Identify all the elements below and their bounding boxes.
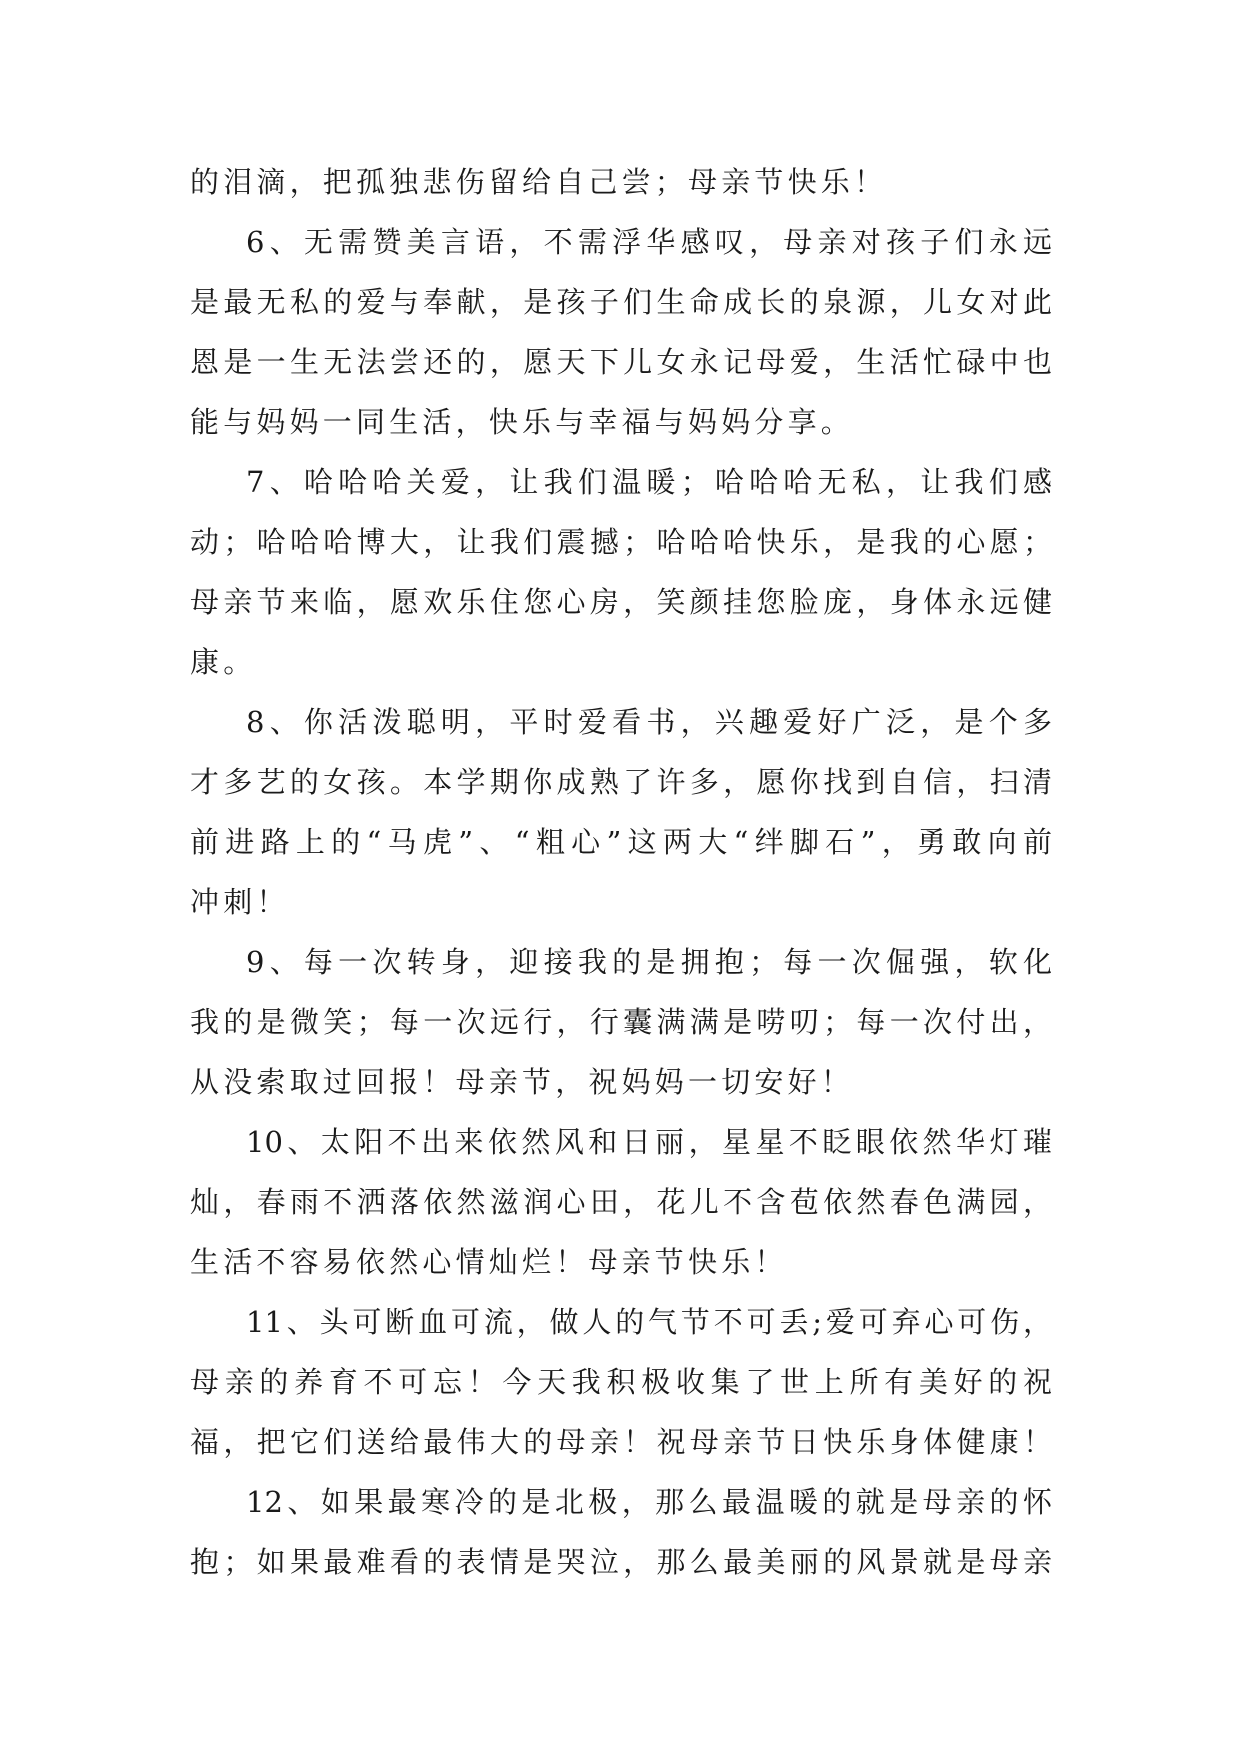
text-line: 生活不容易依然心情灿烂！母亲节快乐！ — [190, 1245, 788, 1279]
paragraph-8-start: 8、你活泼聪明，平时爱看书，兴趣爱好广泛，是个多 — [246, 705, 1052, 739]
paragraph-10-start: 10、太阳不出来依然风和日丽，星星不眨眼依然华灯璀 — [246, 1125, 1052, 1159]
text-line: 康。 — [190, 645, 257, 679]
paragraph-11-start: 11、头可断血可流，做人的气节不可丢;爱可弃心可伤， — [246, 1305, 1052, 1339]
paragraph-12-start: 12、如果最寒冷的是北极，那么最温暖的就是母亲的怀 — [246, 1485, 1052, 1519]
text-line: 母亲节来临，愿欢乐住您心房，笑颜挂您脸庞，身体永远健 — [190, 585, 1052, 619]
text-line: 我的是微笑；每一次远行，行囊满满是唠叨；每一次付出， — [190, 1005, 1052, 1039]
text-line: 的泪滴，把孤独悲伤留给自己尝；母亲节快乐！ — [190, 165, 888, 199]
text-line: 动；哈哈哈博大，让我们震撼；哈哈哈快乐，是我的心愿； — [190, 525, 1052, 559]
text-line: 前进路上的“马虎”、“粗心”这两大“绊脚石”，勇敢向前 — [190, 825, 1052, 859]
paragraph-6-start: 6、无需赞美言语，不需浮华感叹，母亲对孩子们永远 — [246, 225, 1052, 259]
text-line: 灿，春雨不洒落依然滋润心田，花儿不含苞依然春色满园， — [190, 1185, 1052, 1219]
text-line: 从没索取过回报！母亲节，祝妈妈一切安好！ — [190, 1065, 855, 1099]
text-line: 是最无私的爱与奉献，是孩子们生命成长的泉源，儿女对此 — [190, 285, 1052, 319]
text-line: 冲刺！ — [190, 885, 290, 919]
paragraph-9-start: 9、每一次转身，迎接我的是拥抱；每一次倔强，软化 — [246, 945, 1052, 979]
document-body — [190, 152, 1052, 1592]
text-line: 福，把它们送给最伟大的母亲！祝母亲节日快乐身体健康！ — [190, 1425, 1052, 1459]
text-line: 母亲的养育不可忘！今天我积极收集了世上所有美好的祝 — [190, 1365, 1052, 1399]
paragraph-7-start: 7、哈哈哈关爱，让我们温暖；哈哈哈无私，让我们感 — [246, 465, 1052, 499]
text-line: 抱；如果最难看的表情是哭泣，那么最美丽的风景就是母亲 — [190, 1545, 1052, 1579]
text-line: 才多艺的女孩。本学期你成熟了许多，愿你找到自信，扫清 — [190, 765, 1052, 799]
text-line: 能与妈妈一同生活，快乐与幸福与妈妈分享。 — [190, 405, 855, 439]
text-line: 恩是一生无法尝还的，愿天下儿女永记母爱，生活忙碌中也 — [190, 345, 1052, 379]
